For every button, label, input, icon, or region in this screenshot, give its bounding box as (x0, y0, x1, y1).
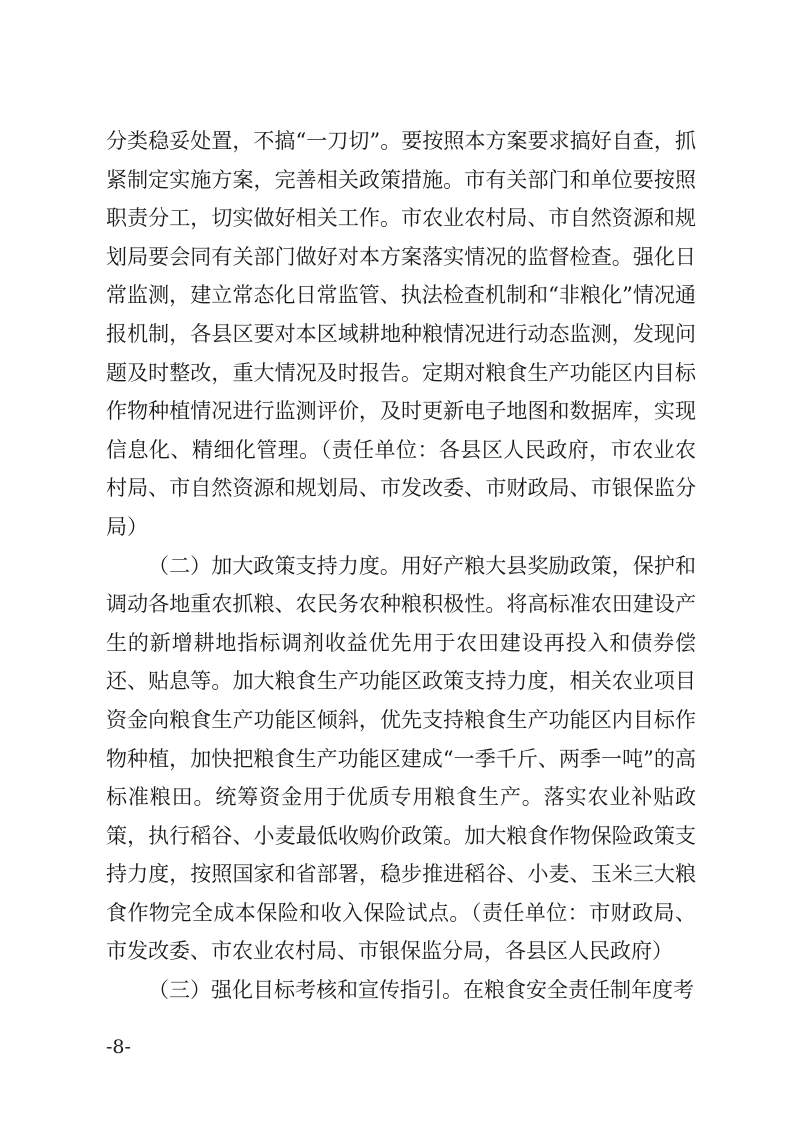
page-number: -8- (106, 1036, 131, 1058)
document-body (106, 122, 696, 1010)
paragraph-continuation: 分类稳妥处置，不搞“一刀切”。要按照本方案要求搞好自查，抓紧制定实施方案，完善相关政策措施。市有关部门和单位要按照职责分工，切实做好相关工作。市农业农村局、市自然资源和规划局要会同有关部门做好对本方案落实情况的监督检查。强化日常监测，建立常态化日常监管、执法检查机制和“非粮化”情况通报机制，各县区要对本区域耕地种粮情况进行动态监测，发现问题及时整改，重大情况及时报告。定期对粮食生产功能区内目标作物种植情况进行监测评价，及时更新电子地图和数据库，实现信息化、精细化管理。（责任单位：各县区人民政府，市农业农村局、市自然资源和规划局、市发改委、市财政局、市银保监分局） (106, 129, 696, 539)
paragraph-target-assessment: （三）强化目标考核和宣传指引。在粮食安全责任制年度考 (148, 978, 694, 1003)
paragraph-policy-support: （二）加大政策支持力度。用好产粮大县奖励政策，保护和调动各地重农抓粮、农民务农种粮积极性。将高标准农田建设产生的新增耕地指标调剂收益优先用于农田建设再投入和债券偿还、贴息等。加大粮食生产功能区政策支持力度，相关农业项目资金向粮食生产功能区倾斜，优先支持粮食生产功能区内目标作物种植，加快把粮食生产功能区建成“一季千斤、两季一吨”的高标准粮田。统筹资金用于优质专用粮食生产。落实农业补贴政策，执行稻谷、小麦最低收购价政策。加大粮食作物保险政策支持力度，按照国家和省部署，稳步推进稻谷、小麦、玉米三大粮食作物完全成本保险和收入保险试点。（责任单位：市财政局、市发改委、市农业农村局、市银保监分局，各县区人民政府） (106, 553, 696, 964)
